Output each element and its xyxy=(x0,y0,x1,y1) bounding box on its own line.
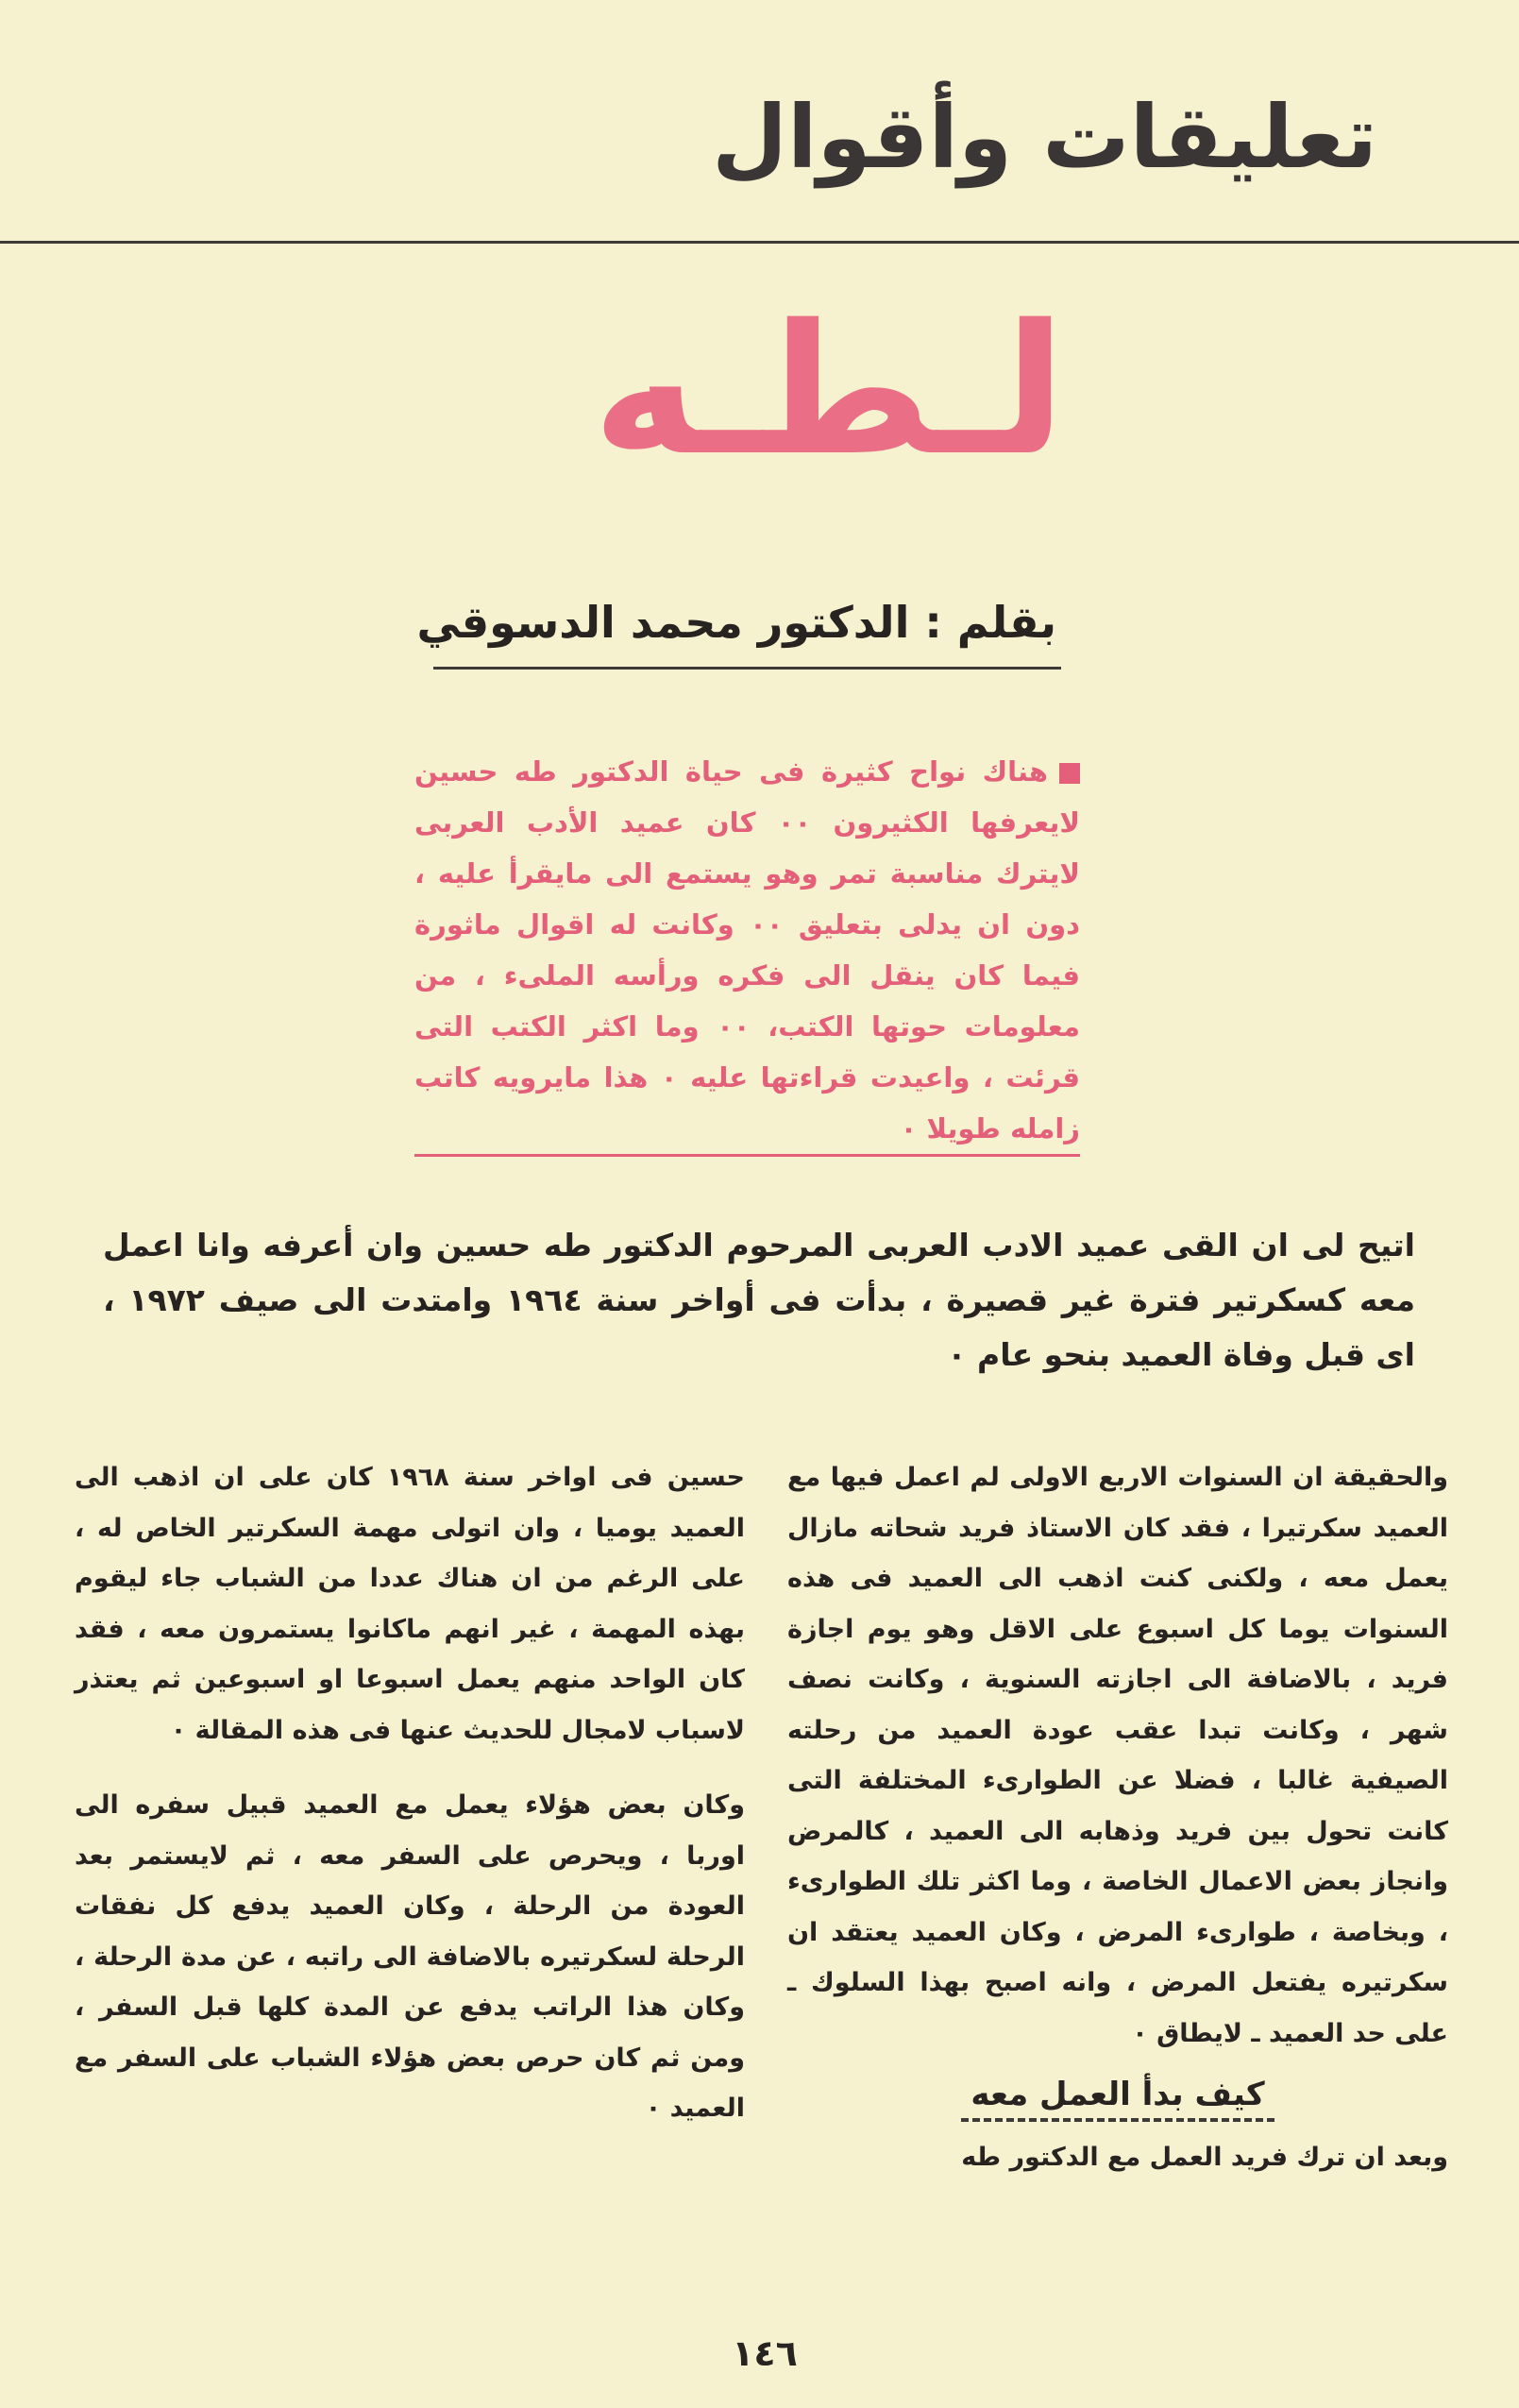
column-left-paragraph-1: حسين فى اواخر سنة ١٩٦٨ كان على ان اذهب الى العميد يوميا ، وان اتولى مهمة السكرتير الخاص له ، على الرغم من ان هناك عددا من الشباب جاء ليقوم بهذه المهمة ، غير انهم ماكانوا يستمرون معه ، فقد كان الواحد منهم يعمل اسبوعا او اسبوعين ثم يعتذر لاسباب لامجال للحديث عنها فى هذه المقالة ٠ xyxy=(75,1463,745,1745)
byline-underline xyxy=(433,667,1061,670)
lead-paragraph: اتيح لى ان القى عميد الادب العربى المرحوم الدكتور طه حسين وان أعرفه وانا اعمل معه كسكرتير فترة غير قصيرة ، بدأت فى أواخر سنة ١٩٦٤ وامتدت الى صيف ١٩٧٢ ، اى قبل وفاة العميد بنحو عام ٠ xyxy=(103,1227,1415,1373)
column-left xyxy=(75,1452,745,2134)
subheading xyxy=(787,2066,1448,2123)
square-bullet-icon xyxy=(1059,763,1080,784)
page-number: ١٤٦ xyxy=(732,2332,798,2374)
article-intro xyxy=(414,746,1080,1154)
subheading-text: كيف بدأ العمل معه xyxy=(961,2073,1274,2122)
intro-divider xyxy=(414,1154,1080,1157)
article-title: لـطـه xyxy=(592,286,1066,495)
article-byline: بقلم : الدكتور محمد الدسوقي xyxy=(416,597,1056,648)
column-left-paragraph-2: وكان بعض هؤلاء يعمل مع العميد قبيل سفره الى اوربا ، ويحرص على السفر معه ، ثم لايستمر بعد العودة من الرحلة ، وكان العميد يدفع كل نفقات الرحلة لسكرتيره بالاضافة الى راتبه ، عن مدة الرحلة ، وكان هذا الراتب يدفع عن المدة كلها قبل السفر ، ومن ثم كان حرص بعض هؤلاء الشباب على السفر مع العميد ٠ xyxy=(75,1790,745,2123)
column-right-paragraph-2: وبعد ان ترك فريد العمل مع الدكتور طه xyxy=(961,2143,1448,2172)
column-right-paragraph-1: والحقيقة ان السنوات الاربع الاولى لم اعمل فيها مع العميد سكرتيرا ، فقد كان الاستاذ فريد شحاته مازال يعمل معه ، ولكنى كنت اذهب الى العميد فى هذه السنوات يوما كل اسبوع على الاقل وهو يوم اجازة فريد ، بالاضافة الى اجازته السنوية ، وكانت نصف شهر ، وكانت تبدا عقب عودة العميد من رحلته الصيفية غالبا ، فضلا عن الطوارىء المختلفة التى كانت تحول بين فريد وذهابه الى العميد ، كالمرض وانجاز بعض الاعمال الخاصة ، وما اكثر تلك الطوارىء ، وبخاصة ، طوارىء المرض ، وكان العميد يعتقد ان سكرتيره يفتعل المرض ، وانه اصبح بهذا السلوك ـ على حد العميد ـ لايطاق ٠ xyxy=(787,1463,1448,2048)
column-right xyxy=(787,1452,1448,2183)
intro-text: هناك نواح كثيرة فى حياة الدكتور طه حسين لايعرفها الكثيرون ٠٠ كان عميد الأدب العربى لايترك مناسبة تمر وهو يستمع الى مايقرأ عليه ، دون ان يدلى بتعليق ٠٠ وكانت له اقوال ماثورة فيما كان ينقل الى فكره ورأسه الملىء ، من معلومات حوتها الكتب، ٠٠ وما اكثر الكتب التى قرئت ، واعيدت قراءتها عليه ٠ هذا مايرويه كاتب زامله طويلا ٠ xyxy=(414,755,1080,1145)
section-title: تعليقات وأقوال xyxy=(712,87,1377,188)
header-divider xyxy=(0,241,1519,244)
